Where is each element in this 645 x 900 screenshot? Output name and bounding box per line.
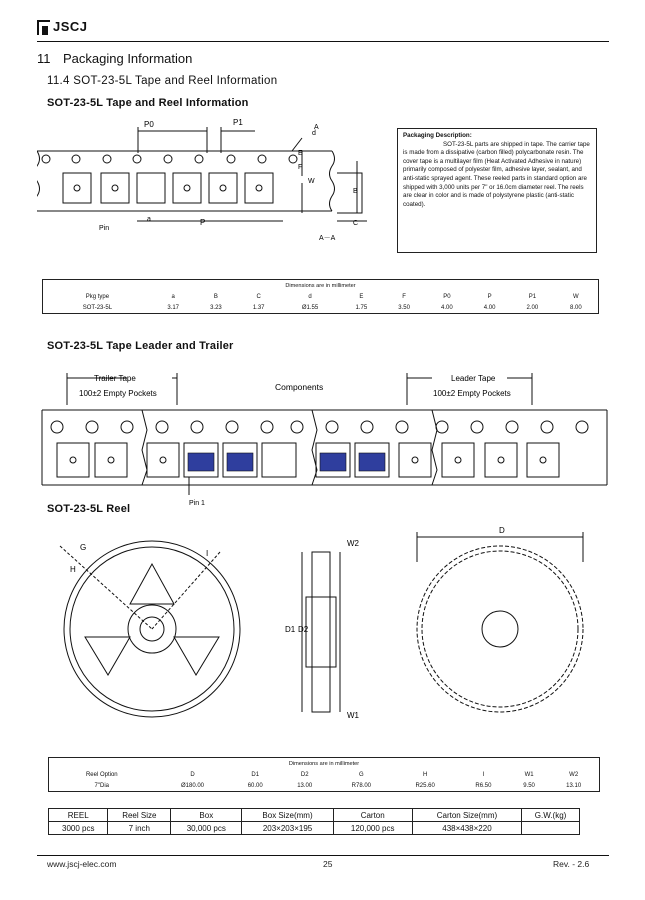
footer-revision: Rev. - 2.6 <box>553 859 590 869</box>
table-cell: B <box>213 293 218 300</box>
section-heading <box>37 51 192 66</box>
trailer-count: 100±2 Empty Pockets <box>79 389 157 398</box>
table-header-row <box>49 809 580 822</box>
table-cell: 7 inch <box>108 822 171 835</box>
table-cell: 3000 pcs <box>49 822 108 835</box>
table-cell: Box <box>171 809 242 822</box>
reel-label-i: I <box>206 549 209 558</box>
table-cell: R6.50 <box>475 782 492 789</box>
table-cell: W1 <box>524 771 534 778</box>
footer-website[interactable]: www.jscj-elec.com <box>47 859 117 869</box>
label-d: d <box>312 130 316 137</box>
table-cell: 2.00 <box>526 304 539 311</box>
table-cell: H <box>422 771 428 778</box>
table-cell: Pkg type <box>85 293 110 300</box>
tape-heading: SOT-23-5L Tape and Reel Information <box>47 97 249 109</box>
table-cell: 3.23 <box>210 304 222 311</box>
packaging-title: Packaging Description: <box>403 132 472 139</box>
table-row <box>43 302 599 314</box>
label-a: a <box>147 216 151 223</box>
reel-label-d2: D2 <box>298 625 309 634</box>
table-cell: 4.00 <box>441 304 453 311</box>
table-cell: 9.50 <box>523 782 535 789</box>
section-number: 11 <box>37 51 51 66</box>
table-cell: 8.00 <box>570 304 582 311</box>
table-cell: C <box>256 293 261 300</box>
table-cell: SOT-23-5L <box>82 304 113 311</box>
reel-label-w1: W1 <box>347 711 359 720</box>
logo-text: JSCJ <box>53 19 88 34</box>
table-cell: 203×203×195 <box>242 822 333 835</box>
reel-dimension-table <box>48 757 600 792</box>
table-cell: G.W.(kg) <box>522 809 580 822</box>
table-cell: Ø1.55 <box>301 304 319 311</box>
tape-dimension-table <box>42 279 599 314</box>
label-p0: P0 <box>144 120 154 129</box>
table-header-row <box>43 291 599 302</box>
table-cell: R25.60 <box>415 782 435 789</box>
table-cell: P <box>487 293 492 300</box>
table-cell: REEL <box>49 809 108 822</box>
packaging-body: SOT-23-5L parts are shipped in tape. The carrier tape is made from a dissipative (carbon filled) polycarbonate resin. The cover tape is a multilayer film (Heat Activated Adhesive in nature) primarily composed of polyester film, adhesive layer, sealant, and anti-static sprayed agent. These reeled parts in standard option are shipped with 3,000 units per 7" or 16.0cm diameter reel. The reels are clear in color and is made of polystyrene plastic (anti-static coated). <box>403 140 590 208</box>
table-cell <box>522 822 580 835</box>
packaging-description <box>397 128 597 253</box>
trailer-label: Trailer Tape <box>94 374 136 383</box>
reel-heading: SOT-23-5L Reel <box>47 503 131 515</box>
label-e: E <box>298 150 303 157</box>
leader-label: Leader Tape <box>451 374 496 383</box>
table-cell: P1 <box>528 293 537 300</box>
pin-label: Pin 1 <box>189 500 205 507</box>
table-cell: D <box>190 771 195 778</box>
logo-icon <box>37 20 50 35</box>
footer-rule <box>37 855 609 856</box>
label-c: C <box>353 220 359 227</box>
table-cell: R78.00 <box>351 782 372 789</box>
table-cell: 1.75 <box>355 304 368 311</box>
leader-trailer-drawing <box>37 365 612 515</box>
table-cell: Ø180.00 <box>181 782 205 789</box>
table-cell: 438×438×220 <box>412 822 521 835</box>
label-p1: P1 <box>233 118 243 127</box>
table-cell: 4.00 <box>483 304 496 311</box>
table-cell: W <box>573 293 579 300</box>
reel-table-caption: Dimensions are in millimeter <box>288 760 360 767</box>
footer-page-number: 25 <box>323 859 333 869</box>
table-cell: W2 <box>569 771 579 778</box>
components-label: Components <box>275 382 324 392</box>
tape-drawing <box>37 113 382 243</box>
table-cell: 60.00 <box>247 782 263 789</box>
table-cell: Box Size(mm) <box>242 809 333 822</box>
reel-label-h: H <box>70 565 76 574</box>
table-row <box>49 822 580 835</box>
table-row <box>49 780 600 792</box>
leader-count: 100±2 Empty Pockets <box>433 389 511 398</box>
table-cell: a <box>171 293 175 300</box>
subsection-heading: 11.4 SOT-23-5L Tape and Reel Information <box>47 75 278 87</box>
table-cell: Reel Option <box>85 771 118 778</box>
carton-table <box>48 808 580 835</box>
table-cell: Carton Size(mm) <box>412 809 521 822</box>
reel-label-d1: D1 <box>285 625 296 634</box>
table-cell: F <box>402 293 406 300</box>
label-f: F <box>298 164 303 171</box>
table-cell: D2 <box>300 771 309 778</box>
label-w: W <box>308 178 315 185</box>
leader-heading: SOT-23-5L Tape Leader and Trailer <box>47 340 234 352</box>
tape-table-caption: Dimensions are in millimeter <box>285 282 356 289</box>
label-section: A－A <box>319 235 336 242</box>
label-a-mark: A <box>314 124 319 131</box>
table-cell: G <box>359 771 364 778</box>
table-cell: 3.50 <box>398 304 410 311</box>
table-cell: 30,000 pcs <box>171 822 242 835</box>
label-pin: Pin <box>99 225 110 232</box>
table-cell: 13.10 <box>566 782 582 789</box>
reel-label-g: G <box>80 543 87 552</box>
table-cell: D1 <box>251 771 260 778</box>
table-cell: P0 <box>443 293 451 300</box>
label-p: P <box>200 218 206 227</box>
table-header-row <box>49 769 600 780</box>
table-cell: 3.17 <box>167 304 179 311</box>
reel-label-w2: W2 <box>347 539 359 548</box>
table-cell: 1.37 <box>252 304 265 311</box>
table-cell: E <box>359 293 364 300</box>
table-cell: d <box>308 293 312 300</box>
reel-drawing <box>40 522 610 722</box>
table-cell: Carton <box>333 809 412 822</box>
table-cell: I <box>482 771 485 778</box>
table-cell: 7"Dia <box>94 782 110 789</box>
header-rule <box>37 41 609 42</box>
label-b: B <box>353 188 358 195</box>
table-cell: Reel Size <box>108 809 171 822</box>
reel-label-d: D <box>499 526 505 535</box>
table-cell: 13.00 <box>297 782 313 789</box>
section-title: Packaging Information <box>63 51 193 66</box>
table-cell: 120,000 pcs <box>333 822 412 835</box>
